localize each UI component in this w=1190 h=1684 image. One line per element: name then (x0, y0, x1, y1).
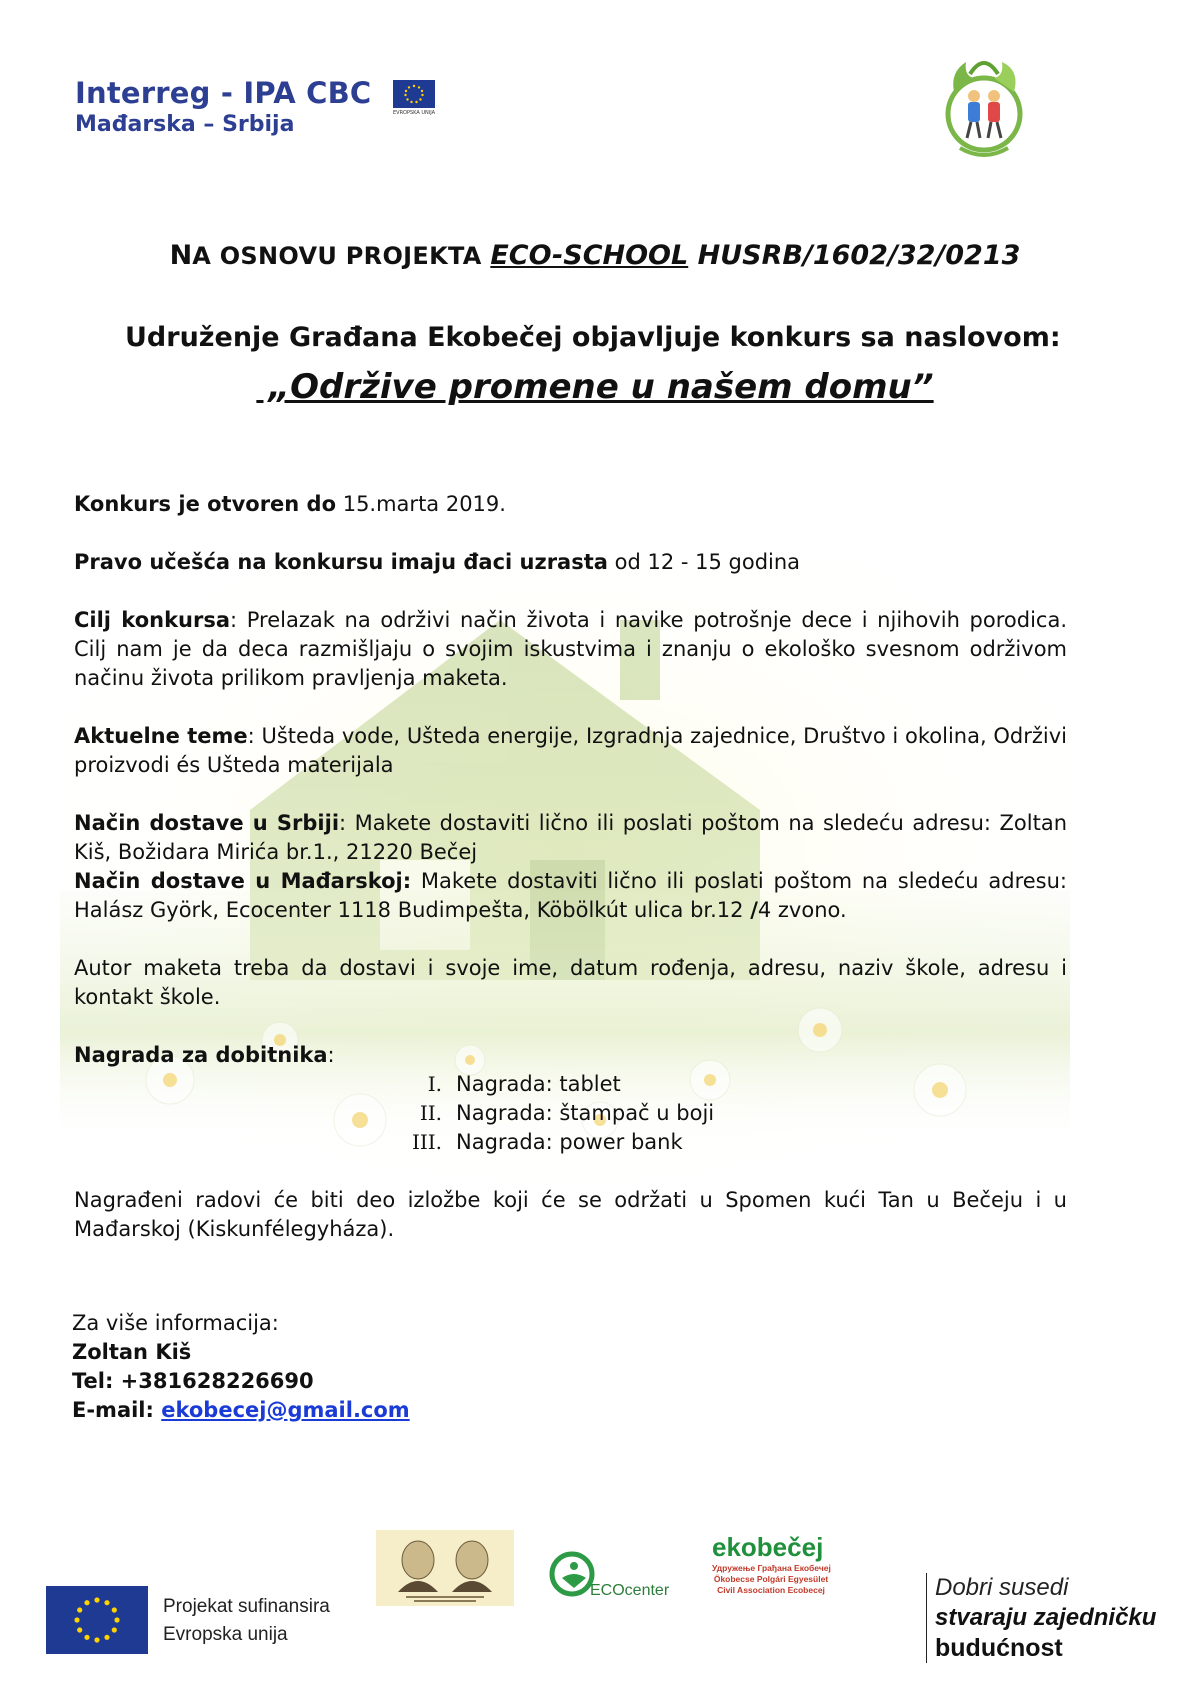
email-link[interactable]: ekobecej@gmail.com (161, 1398, 410, 1422)
slogan-line1: Dobri susedi (935, 1574, 1069, 1601)
contact-intro: Za više informacija: (72, 1311, 279, 1335)
award-item (364, 1099, 1067, 1128)
ecocenter-logo (548, 1548, 670, 1602)
delivery-serbia-paragraph (74, 809, 1067, 867)
contact-phone: Tel: +381628226690 (72, 1369, 314, 1393)
interreg-logo (75, 76, 436, 137)
delivery-hungary-label: Način dostave u Mađarskoj: (74, 869, 412, 893)
award-number: I. (427, 1072, 442, 1096)
deadline-value: 15.marta 2019. (336, 492, 506, 516)
ecocenter-emblem-icon (548, 1548, 596, 1598)
document-body (74, 490, 1067, 1244)
delivery-hungary-paragraph (74, 867, 1067, 925)
ecocenter-name: ECOcenter (590, 1582, 670, 1599)
contact-email-row (72, 1396, 410, 1425)
memorial-house-portraits-logo (376, 1530, 514, 1606)
announcement-heading: Udruženje Građana Ekobečej objavljuje konkurs sa naslovom: (125, 322, 1061, 353)
award-text: Nagrada: tablet (456, 1072, 621, 1096)
award-text: Nagrada: power bank (456, 1130, 683, 1154)
heading-prefix: A OSNOVU PROJEKTA (192, 242, 491, 270)
goal-paragraph (74, 606, 1067, 693)
slogan-line2: stvaraju zajedničku (935, 1604, 1157, 1631)
goal-label: Cilj konkursa (74, 608, 231, 632)
eu-flag-icon (46, 1586, 148, 1654)
eu-caption-line2: Evropska unija (163, 1624, 288, 1645)
delivery-hungary-slash: / (750, 898, 758, 922)
program-slogan (926, 1573, 1156, 1663)
interreg-program-name: Interreg - IPA CBC (75, 76, 372, 110)
delivery-hungary-text-end: 4 zvono. (757, 898, 847, 922)
award-number: III. (411, 1130, 442, 1154)
eligibility-value: od 12 - 15 godina (607, 550, 801, 574)
eu-flag-icon (393, 80, 435, 108)
ekobecej-name-english: Civil Association Ecobecej (717, 1585, 825, 1595)
awards-colon: : (327, 1043, 335, 1067)
ekobecej-logo (712, 1532, 830, 1596)
deadline-paragraph (74, 490, 1067, 519)
contest-title: „Održive promene u našem domu” (256, 367, 934, 407)
delivery-serbia-label: Način dostave u Srbiji (74, 811, 340, 835)
project-code: HUSRB/1602/32/0213 (688, 240, 1021, 271)
contest-title-wrapper (0, 367, 1190, 407)
delivery-hungary-text: Makete dostaviti lično ili poslati poštom na sledeću adresu: Halász Györk, Ecocenter 1118 Budimpešta, Köbölkút ulica br.12 (74, 869, 1067, 922)
topics-label: Aktuelne teme (74, 724, 248, 748)
ekobecej-name: ekobečej (712, 1532, 824, 1562)
goal-text: : Prelazak na održivi način života i navike potrošnje dece i njihovih porodica. Cilj nam je da deca razmišljaju o svojim iskustvima i znanju o ekološko svesnom održivom načinu života prilikom pravljenja maketa. (74, 608, 1067, 690)
topics-text: : Ušteda vode, Ušteda energije, Izgradnja zajednice, Društvo i okolina, Održivi proizvodi és Ušteda materijala (74, 724, 1067, 777)
awards-heading (74, 1041, 1067, 1070)
eligibility-paragraph (74, 548, 1067, 577)
eu-small-caption: EVROPSKA UNIJA (393, 110, 436, 116)
contact-name: Zoltan Kiš (72, 1340, 192, 1364)
project-name: ECO-SCHOOL (490, 240, 689, 271)
topics-paragraph (74, 722, 1067, 780)
award-item (364, 1128, 1067, 1157)
eu-caption-line1: Projekat sufinansira (163, 1596, 330, 1617)
eco-school-children-logo (940, 52, 1028, 164)
eligibility-label: Pravo učešća na konkursu imaju đaci uzrasta (74, 550, 608, 574)
award-number: II. (419, 1101, 442, 1125)
deadline-label: Konkurs je otvoren do (74, 492, 337, 516)
ekobecej-name-serbian: Удружење Грађана Екобечеј (712, 1563, 831, 1573)
ekobecej-name-hungarian: Ökobecse Polgári Egyesület (713, 1574, 829, 1584)
interreg-countries: Mađarska – Srbija (75, 112, 295, 137)
awards-list (364, 1070, 1067, 1157)
project-heading (0, 240, 1190, 271)
slogan-line3: budućnost (935, 1634, 1063, 1662)
heading-initial: N (169, 240, 193, 271)
award-text: Nagrada: štampač u boji (456, 1101, 715, 1125)
eu-cofinancing-caption (163, 1593, 330, 1649)
exhibition-paragraph: Nagrađeni radovi će biti deo izložbe koji će se održati u Spomen kući Tan u Bečeju i u Mađarskoj (Kiskunfélegyháza). (74, 1188, 1067, 1241)
awards-label: Nagrada za dobitnika (74, 1043, 328, 1067)
email-label: E-mail: (72, 1398, 162, 1422)
author-paragraph: Autor maketa treba da dostavi i svoje ime, datum rođenja, adresu, naziv škole, adresu i kontakt škole. (74, 956, 1067, 1009)
delivery-serbia-text: : Makete dostaviti lično ili poslati poštom na sledeću adresu: Zoltan Kiš, Božidara Mirića br.1., 21220 Bečej (74, 811, 1068, 864)
award-item (364, 1070, 1067, 1099)
contact-block (72, 1309, 410, 1425)
